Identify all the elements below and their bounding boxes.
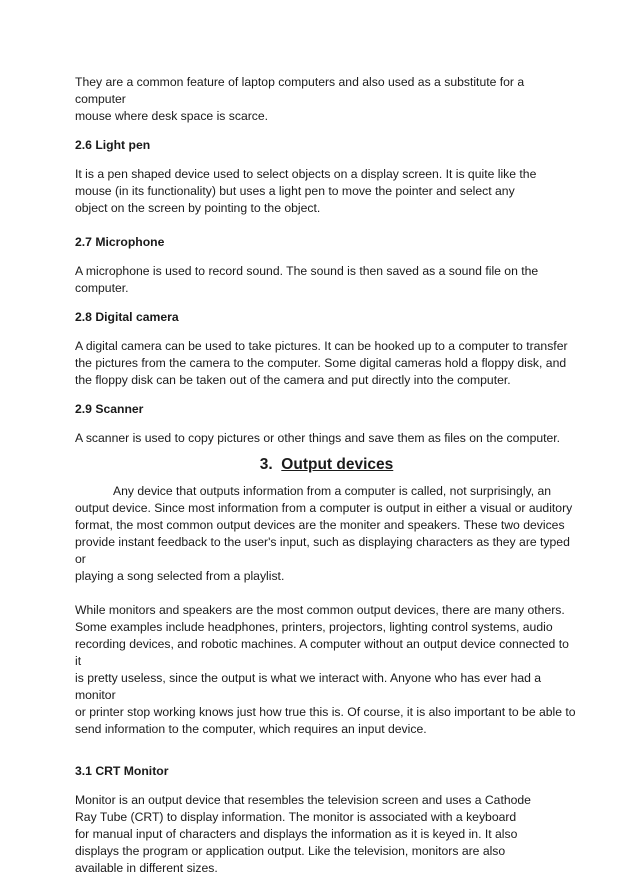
paragraph-microphone: A microphone is used to record sound. The sound is then saved as a sound file on the computer. [75,264,539,295]
paragraph-light-pen: It is a pen shaped device used to select objects on a display screen. It is quite like the mouse (in its functionality) but uses a light pen to move the pointer and select any object on the screen by pointing to the object. [75,167,537,215]
heading-microphone: 2.7 Microphone [75,235,165,249]
paragraph-intro: They are a common feature of laptop computers and also used as a substitute for a computer mouse where desk space is scarce. [75,75,525,123]
heading-crt-monitor: 3.1 CRT Monitor [75,764,169,778]
paragraph-output-devices-1: Any device that outputs information from a computer is called, not surprisingly, an output device. Since most information from a computer is output in either a visual or auditory format, the most common output devices are the moniter and speakers. These two devices provide instant feedback to the user's input, such as displaying characters as they are typed or playing a song selected from a playlist. [75,484,573,583]
paragraph-scanner: A scanner is used to copy pictures or other things and save them as files on the computer. [75,431,561,445]
section-number: 3. [259,456,273,473]
paragraph-crt-monitor: Monitor is an output device that resembles the television screen and uses a Cathode Ray Tube (CRT) to display information. The monitor is associated with a keyboard for manual input of characters and displays the information as it is keyed in. It also displays the program or application output. Like the television, monitors are also available in different sizes. [75,793,531,875]
heading-scanner: 2.9 Scanner [75,402,144,416]
heading-digital-camera: 2.8 Digital camera [75,310,179,324]
section-title [75,455,578,475]
heading-light-pen: 2.6 Light pen [75,138,151,152]
paragraph-output-devices-2: While monitors and speakers are the most common output devices, there are many others. Some examples include headphones, printers, projectors, lighting control systems, audio recording devices, and robotic machines. A computer without an output device connected to it is pretty useless, since the output is what we interact with. Anyone who has ever had a monitor or printer stop working knows just how true this is. Of course, it is also important to be able to send information to the computer, which requires an input device. [75,603,576,736]
section-title-text: Output devices [281,456,394,473]
paragraph-digital-camera: A digital camera can be used to take pictures. It can be hooked up to a computer to transfer the pictures from the camera to the computer. Some digital cameras hold a floppy disk, and the floppy disk can be taken out of the camera and put directly into the computer. [75,339,568,387]
